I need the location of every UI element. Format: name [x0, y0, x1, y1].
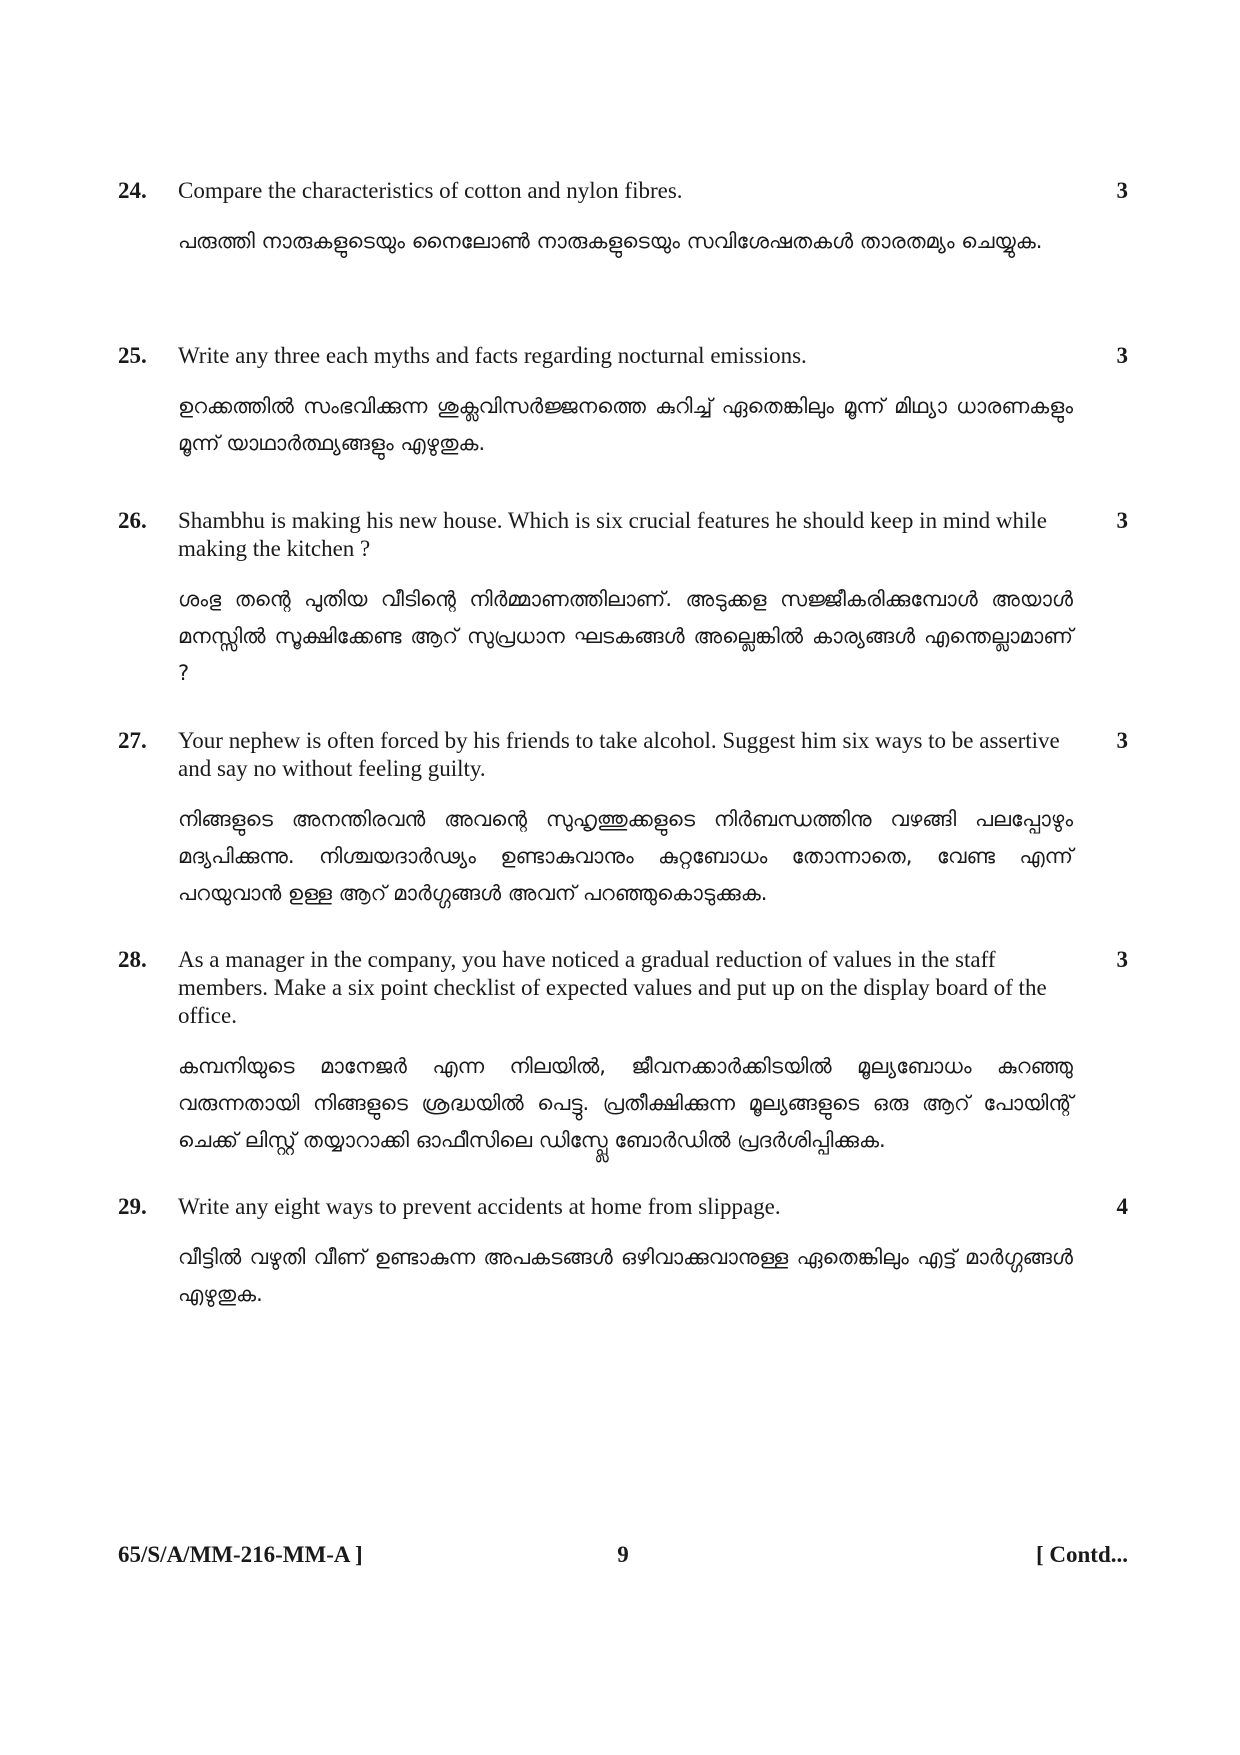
question-text-english: Your nephew is often forced by his friends to take alcohol. Suggest him six ways to be assertive and say no without feeling guilty.: [178, 728, 1060, 781]
question-body: [178, 177, 1073, 260]
question-marks: 3: [1116, 178, 1128, 203]
question-number: 26.: [118, 508, 147, 533]
question-text-malayalam: നിങ്ങളുടെ അനന്തിരവൻ അവന്റെ സുഹൃത്തുക്കളുടെ നിർബന്ധത്തിനു വഴങ്ങി പലപ്പോഴും മദ്യപിക്കുന്നു. നിശ്ചയദാർഢ്യം ഉണ്ടാകുവാനും കുറ്റബോധം തോന്നാതെ, വേണ്ട എന്ന് പറയുവാൻ ഉള്ള ആറ് മാർഗ്ഗങ്ങൾ അവന് പറഞ്ഞുകൊടുക്കുക.: [178, 807, 1073, 905]
question-marks: 3: [1116, 947, 1128, 972]
question-number: 29.: [118, 1194, 147, 1219]
question-marks: 3: [1116, 343, 1128, 368]
question-body: [178, 342, 1073, 462]
question-marks: 3: [1116, 728, 1128, 753]
question-number: 24.: [118, 178, 147, 203]
question-body: [178, 727, 1073, 912]
question-text-english: Write any eight ways to prevent accidents at home from slippage.: [178, 1194, 781, 1219]
question-text-malayalam: കമ്പനിയുടെ മാനേജർ എന്ന നിലയിൽ, ജീവനക്കാർക്കിടയിൽ മൂല്യബോധം കുറഞ്ഞു വരുന്നതായി നിങ്ങളുടെ ശ്രദ്ധയിൽ പെട്ടു. പ്രതീക്ഷിക്കുന്ന മൂല്യങ്ങളുടെ ഒരു ആറ് പോയിന്റ് ചെക്ക് ലിസ്റ്റ് തയ്യാറാക്കി ഓഫീസിലെ ഡിസ്പ്ലേ ബോർഡിൽ പ്രദർശിപ്പിക്കുക.: [178, 1054, 1073, 1152]
page-number: 9: [617, 1542, 629, 1567]
question-marks: 4: [1116, 1194, 1128, 1219]
question-number: 25.: [118, 343, 147, 368]
continued-label: [ Contd...: [1035, 1542, 1128, 1567]
question-text-english: Write any three each myths and facts regarding nocturnal emissions.: [178, 343, 807, 368]
question-text-malayalam: വീട്ടിൽ വഴുതി വീണ് ഉണ്ടാകുന്ന അപകടങ്ങൾ ഒഴിവാക്കുവാനുള്ള ഏതെങ്കിലും എട്ട് മാർഗ്ഗങ്ങൾ എഴുതുക.: [178, 1245, 1073, 1306]
question-body: [178, 1193, 1073, 1313]
question-text-malayalam: ഉറക്കത്തിൽ സംഭവിക്കുന്ന ശുക്ലവിസർജ്ജനത്തെ കുറിച്ച് ഏതെങ്കിലും മൂന്ന് മിഥ്യാ ധാരണകളും മൂന്ന് യാഥാർത്ഥ്യങ്ങളും എഴുതുക.: [178, 394, 1073, 455]
question-number: 27.: [118, 728, 147, 753]
question-body: [178, 946, 1073, 1159]
question-text-english: As a manager in the company, you have noticed a gradual reduction of values in the staff members. Make a six point checklist of expected values and put up on the display board of the office.: [178, 947, 1047, 1028]
paper-code: 65/S/A/MM-216-MM-A ]: [118, 1542, 363, 1567]
question-text-english: Compare the characteristics of cotton and nylon fibres.: [178, 178, 683, 203]
question-text-malayalam: ശംഭു തന്റെ പുതിയ വീടിന്റെ നിർമ്മാണത്തിലാണ്. അടുക്കള സജ്ജീകരിക്കുമ്പോൾ അയാൾ മനസ്സിൽ സൂക്ഷിക്കേണ്ട ആറ് സുപ്രധാന ഘടകങ്ങൾ അല്ലെങ്കിൽ കാര്യങ്ങൾ എന്തെല്ലാമാണ് ?: [178, 587, 1073, 685]
question-marks: 3: [1116, 508, 1128, 533]
question-text-english: Shambhu is making his new house. Which is six crucial features he should keep in mind while making the kitchen ?: [178, 508, 1047, 561]
question-body: [178, 507, 1073, 692]
question-number: 28.: [118, 947, 147, 972]
question-text-malayalam: പരുത്തി നാരുകളുടെയും നൈലോൺ നാരുകളുടെയും സവിശേഷതകൾ താരതമ്യം ചെയ്യുക.: [178, 229, 1043, 253]
page-footer: [118, 1541, 1128, 1571]
